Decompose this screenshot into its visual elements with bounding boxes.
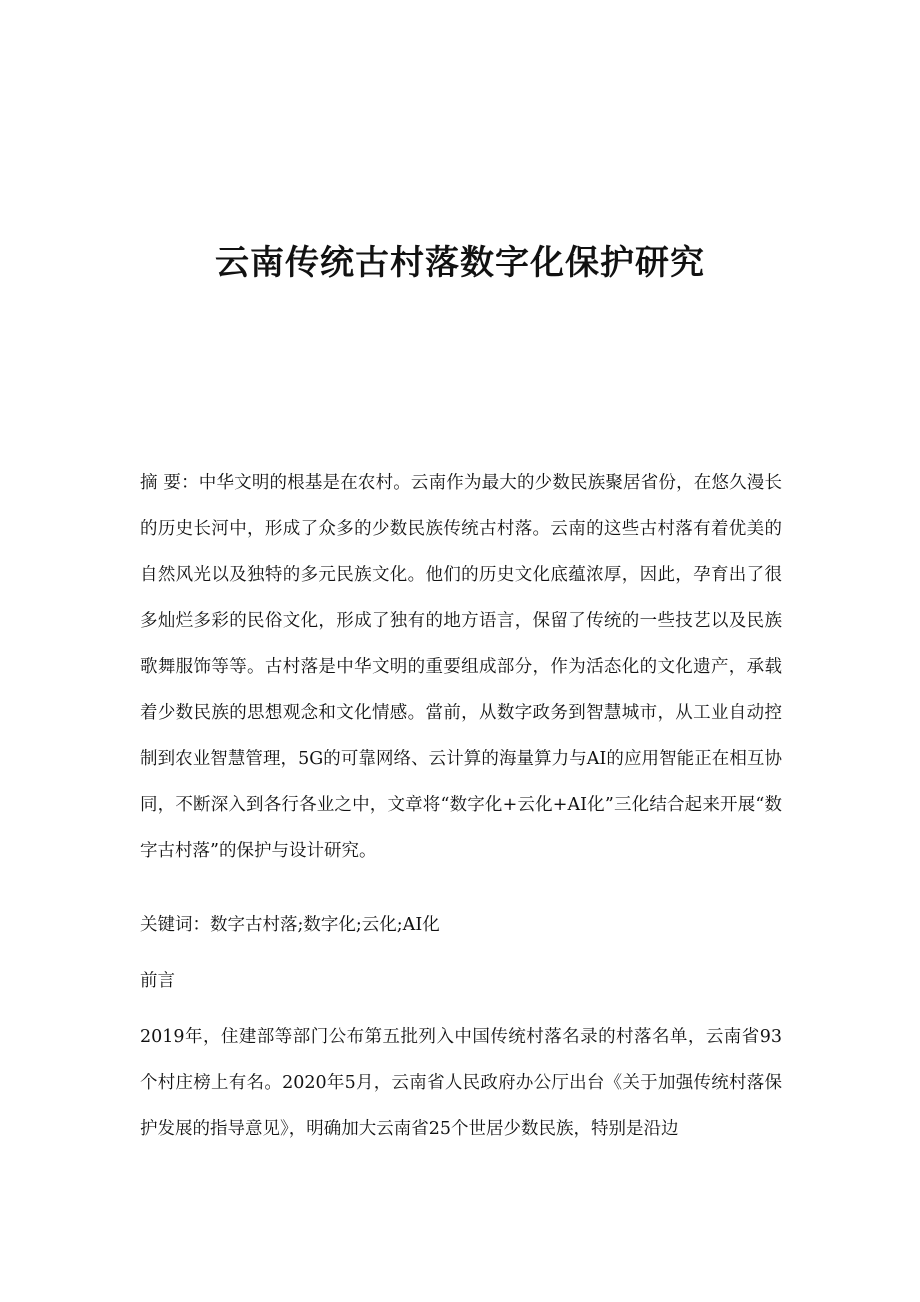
keywords-label: 关键词： xyxy=(140,915,210,935)
intro-paragraph: 2019年，住建部等部门公布第五批列入中国传统村落名录的村落名单，云南省93个村庄榜上有名。2020年5月，云南省人民政府办公厅出台《关于加强传统村落保护发展的指导意见》，明确加大云南省25个世居少数民族，特别是沿边 xyxy=(140,1027,782,1139)
document-title: 云南传统古村落数字化保护研究 xyxy=(215,242,705,283)
keywords-text: 数字古村落;数字化;云化;AI化 xyxy=(210,915,440,935)
abstract-text: 中华文明的根基是在农村。云南作为最大的少数民族聚居省份，在悠久漫长的历史长河中，形成了众多的少数民族传统古村落。云南的这些古村落有着优美的自然风光以及独特的多元民族文化。他们的历史文化底蕴浓厚，因此，孕育出了很多灿烂多彩的民俗文化，形成了独有的地方语言，保留了传统的一些技艺以及民族歌舞服饰等等。古村落是中华文明的重要组成部分，作为活态化的文化遗产，承载着少数民族的思想观念和文化情感。當前，从数字政务到智慧城市，从工业自动控制到农业智慧管理，5G的可靠网络、云计算的海量算力与AI的应用智能正在相互协同，不断深入到各行各业之中，文章将“数字化+云化+AI化”三化结合起来开展“数字古村落”的保护与设计研究。 xyxy=(140,473,782,861)
keywords-line xyxy=(140,902,782,948)
preface-heading: 前言 xyxy=(140,971,175,991)
abstract-label: 摘 要： xyxy=(140,473,199,493)
abstract-paragraph xyxy=(140,460,782,874)
